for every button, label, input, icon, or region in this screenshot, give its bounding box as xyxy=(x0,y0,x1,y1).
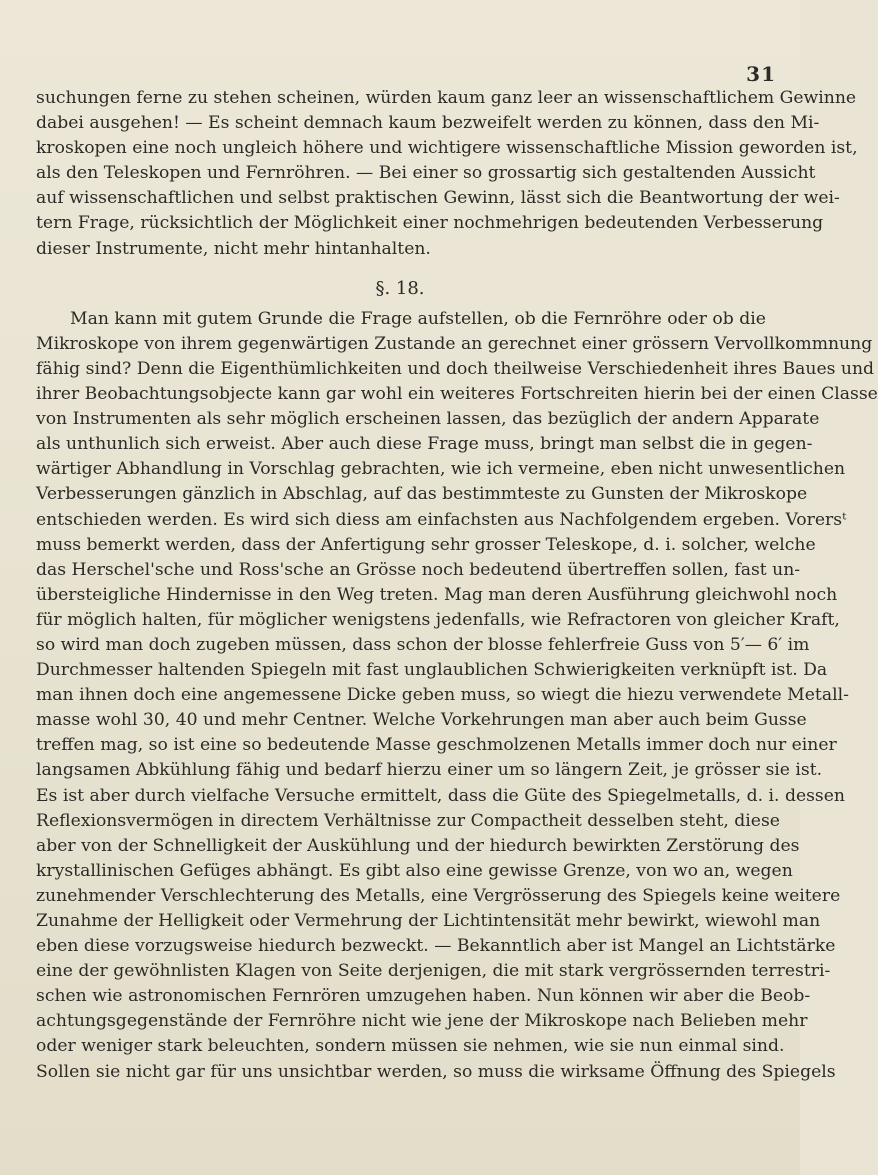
text-line: man ihnen doch eine angemessene Dicke geben muss, so wiegt die hiezu verwendete Metall- xyxy=(36,685,849,706)
text-line: für möglich halten, für möglicher wenigstens jedenfalls, wie Refractoren von gleicher Kraft, xyxy=(36,609,840,630)
text-line: treffen mag, so ist eine so bedeutende Masse geschmolzenen Metalls immer doch nur einer xyxy=(36,735,837,756)
text-line: Durchmesser haltenden Spiegeln mit fast unglaublichen Schwierigkeiten verknüpft ist. Da xyxy=(36,660,828,681)
text-line: Sollen sie nicht gar für uns unsichtbar werden, so muss die wirksame Öffnung des Spiegels xyxy=(36,1061,836,1082)
text-line: Man kann mit gutem Grunde die Frage aufstellen, ob die Fernröhre oder ob die xyxy=(70,308,766,329)
text-line: eine der gewöhnlisten Klagen von Seite derjenigen, die mit stark vergrössernden terrestri- xyxy=(36,961,831,982)
text-line: Zunahme der Helligkeit oder Vermehrung der Lichtintensität mehr bewirkt, wiewohl man xyxy=(36,911,821,931)
section-heading: §. 18. xyxy=(375,277,425,299)
text-line: als den Teleskopen und Fernröhren. — Bei einer so grossartig sich gestaltenden Aussicht xyxy=(36,163,816,184)
text-line: aber von der Schnelligkeit der Auskühlung und der hiedurch bewirkten Zerstörung des xyxy=(36,835,800,856)
text-line: suchungen ferne zu stehen scheinen, würden kaum ganz leer an wissenschaftlichem Gewinne xyxy=(36,88,857,108)
paragraph-2 xyxy=(36,307,878,1085)
text-line: oder weniger stark beleuchten, sondern müssen sie nehmen, wie sie nun einmal sind. xyxy=(36,1036,785,1057)
text-line: so wird man doch zugeben müssen, dass schon der blosse fehlerfreie Guss von 5′— 6′ im xyxy=(36,634,810,655)
text-line: entschieden werden. Es wird sich diess am einfachsten aus Nachfolgendem ergeben. Vorersᵗ xyxy=(36,509,847,530)
text-line: eben diese vorzugsweise hiedurch bezweckt. — Bekanntlich aber ist Mangel an Lichtstärke xyxy=(36,936,836,957)
text-line: dieser Instrumente, nicht mehr hintanhalten. xyxy=(36,238,431,259)
text-line: wärtiger Abhandlung in Vorschlag gebrachten, wie ich vermeine, eben nicht unwesentlichen xyxy=(36,459,846,480)
paragraph-1 xyxy=(36,86,858,262)
page-body xyxy=(36,86,878,1085)
text-line: krystallinischen Gefüges abhängt. Es gibt also eine gewisse Grenze, von wo an, wegen xyxy=(36,860,793,881)
text-line: auf wissenschaftlichen und selbst praktischen Gewinn, lässt sich die Beantwortung der wei- xyxy=(36,188,840,209)
text-line: Reflexionsvermögen in directem Verhältnisse zur Compactheit desselben steht, diese xyxy=(36,810,780,831)
text-line: kroskopen eine noch ungleich höhere und wichtigere wissenschaftliche Mission geworden ist, xyxy=(36,138,858,159)
text-line: als unthunlich sich erweist. Aber auch diese Frage muss, bringt man selbst die in gegen- xyxy=(36,434,813,455)
text-line: masse wohl 30, 40 und mehr Centner. Welche Vorkehrungen man aber auch beim Gusse xyxy=(36,710,807,731)
page-number: 31 xyxy=(746,62,776,86)
text-line: Verbesserungen gänzlich in Abschlag, auf das bestimmteste zu Gunsten der Mikroskope xyxy=(36,484,808,505)
text-line: fähig sind? Denn die Eigenthümlichkeiten und doch theilweise Verschiedenheit ihres Baues und xyxy=(36,358,875,379)
text-line: das Herschel'sche und Ross'sche an Grösse noch bedeutend übertreffen sollen, fast un- xyxy=(36,559,801,580)
text-line: schen wie astronomischen Fernrören umzugehen haben. Nun können wir aber die Beob- xyxy=(36,986,811,1007)
text-line: muss bemerkt werden, dass der Anfertigung sehr grosser Teleskope, d. i. solcher, welche xyxy=(36,534,816,555)
text-line: dabei ausgehen! — Es scheint demnach kaum bezweifelt werden zu können, dass den Mi- xyxy=(36,113,820,134)
text-line: Mikroskope von ihrem gegenwärtigen Zustande an gerechnet einer grössern Vervollkommnung xyxy=(36,333,873,354)
text-line: achtungsgegenstände der Fernröhre nicht wie jene der Mikroskope nach Belieben mehr xyxy=(36,1011,808,1032)
text-line: langsamen Abkühlung fähig und bedarf hierzu einer um so längern Zeit, je grösser sie ist. xyxy=(36,760,823,781)
text-line: zunehmender Verschlechterung des Metalls, eine Vergrösserung des Spiegels keine weitere xyxy=(36,885,841,906)
text-line: übersteigliche Hindernisse in den Weg treten. Mag man deren Ausführung gleichwohl noch xyxy=(36,584,838,605)
text-line: Es ist aber durch vielfache Versuche ermittelt, dass die Güte des Spiegelmetalls, d. i. dessen xyxy=(36,785,845,806)
text-line: tern Frage, rücksichtlich der Möglichkeit einer nochmehrigen bedeutenden Verbesserung xyxy=(36,213,824,234)
text-line: von Instrumenten als sehr möglich erscheinen lassen, das bezüglich der andern Apparate xyxy=(36,409,820,430)
text-line: ihrer Beobachtungsobjecte kann gar wohl ein weiteres Fortschreiten hierin bei der einen Classe xyxy=(36,384,878,405)
